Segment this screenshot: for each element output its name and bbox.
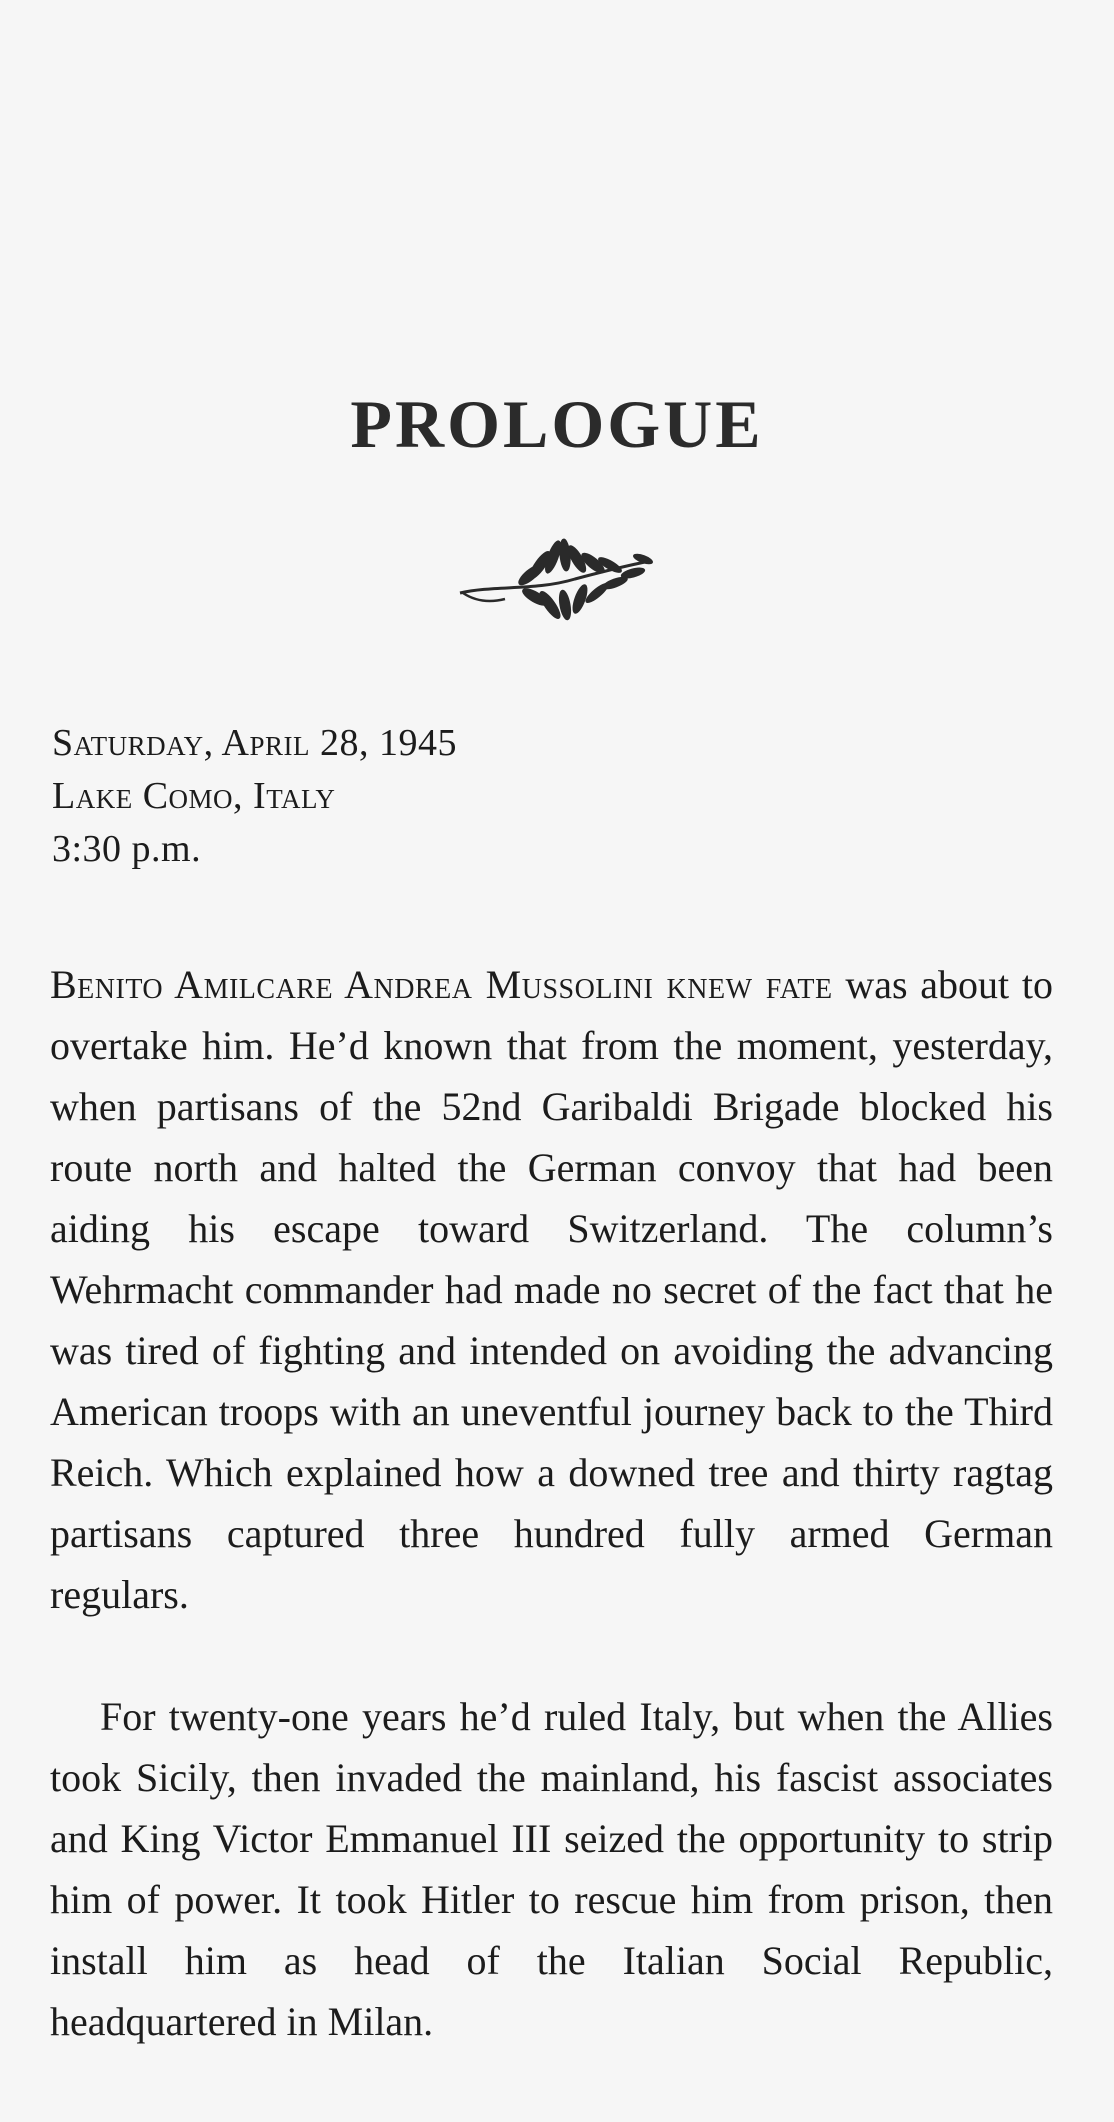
scene-location: Lake Como, Italy — [52, 775, 336, 817]
scene-date: Saturday, April 28, 1945 — [52, 722, 458, 764]
scene-heading — [52, 717, 457, 876]
body-paragraph — [50, 954, 1053, 1625]
paragraph-text: was about to overtake him. He’d known that from the moment, yesterday, when partisans of the 52nd Garibaldi Brigade blocked his route north and halted the German convoy that had been aiding his escape toward Switzerland. The column’s Wehrmacht commander had made no secret of the fact that he was tired of fighting and intended on avoiding the advancing American troops with an uneventful journey back to the Third Reich. Which explained how a downed tree and thirty ragtag partisans captured three hundred fully armed German regulars. — [50, 962, 1053, 1617]
scene-time: 3:30 p.m. — [52, 828, 202, 870]
body-paragraph: For twenty-one years he’d ruled Italy, but when the Allies took Sicily, then invaded the mainland, his fascist associates and King Victor Emmanuel III seized the opportunity to strip him of power. It took Hitler to rescue him from prison, then install him as head of the Italian Social Republic, headquartered in Milan. — [50, 1694, 1053, 2044]
laurel-branch-icon — [455, 535, 655, 630]
paragraph-lead-in: Benito Amilcare Andrea Mussolini knew fate — [50, 962, 833, 1007]
chapter-title: PROLOGUE — [350, 386, 764, 462]
